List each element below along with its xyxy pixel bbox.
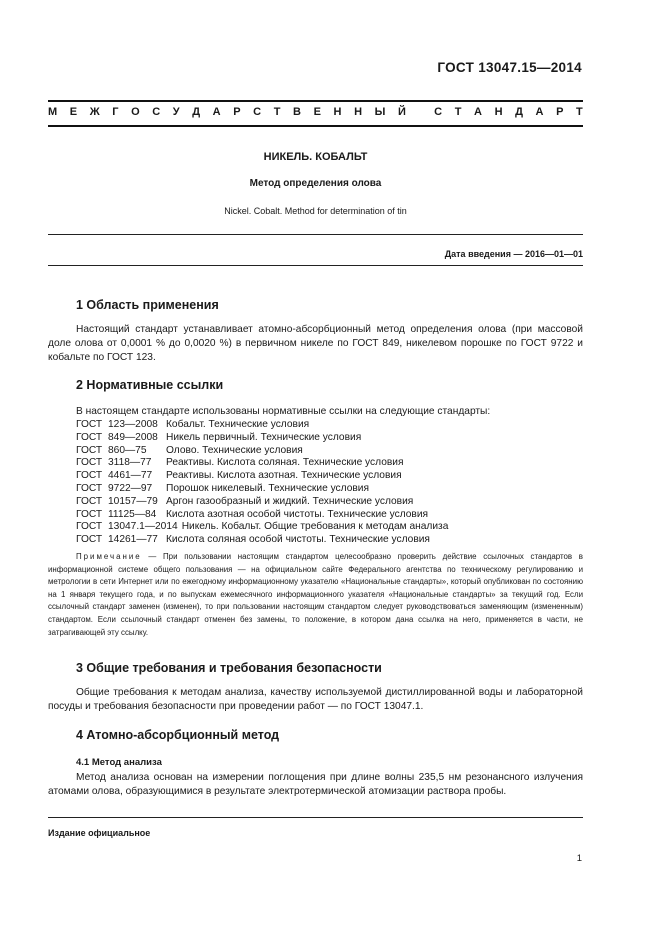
banner-letter: Т xyxy=(273,106,281,118)
banner-letter: Д xyxy=(515,106,523,118)
banner-letter: А xyxy=(474,106,482,118)
reference-number: 11125—84 xyxy=(108,508,157,520)
reference-prefix: ГОСТ xyxy=(76,444,103,456)
section-4-heading: 4 Атомно-абсорбционный метод xyxy=(76,728,280,742)
banner-letter: С xyxy=(152,106,161,118)
english-title: Nickel. Cobalt. Method for determination of tin xyxy=(224,206,407,216)
section-2-intro: В настоящем стандарте использованы нормативные ссылки на следующие стандарты: xyxy=(76,406,491,417)
banner-letter: Ы xyxy=(374,106,386,118)
reference-title: Порошок никелевый. Технические условия xyxy=(166,482,369,494)
gost-number: ГОСТ 13047.15—2014 xyxy=(437,60,582,75)
reference-prefix: ГОСТ xyxy=(76,508,103,520)
reference-number: 123—2008 xyxy=(108,419,158,430)
date-rule xyxy=(48,265,583,266)
reference-item xyxy=(76,509,448,522)
reference-prefix: ГОСТ xyxy=(76,419,103,430)
reference-number: 849—2008 xyxy=(108,431,158,443)
banner-letter: Г xyxy=(112,106,119,118)
reference-prefix: ГОСТ xyxy=(76,470,103,482)
reference-item xyxy=(76,457,448,470)
subsection-4-1-paragraph: Метод анализа основан на измерении поглощения при длине волны 235,5 нм резонансного излучения атомами олова, образующимися в результате электротермической атомизации раствора пробы. xyxy=(48,772,583,797)
document-subtitle: Метод определения олова xyxy=(249,178,382,189)
banner-letter: А xyxy=(535,106,544,118)
reference-title: Олово. Технические условия xyxy=(166,444,303,456)
note-text: — При пользовании настоящим стандартом целесообразно проверить действие ссылочных стандартов в информационной системе общего пользования — на официальном сайте Федерального агентства по техническому регулированию и метрологии в сети Интернет или по ежегодному информационному указателю «Национальные стандарты», который опубликован по состоянию на 1 января текущего года, и по выпускам ежемесячного информационного указателя «Национальные стандарты» за текущий год. Если ссылочный стандарт заменен (изменен), то при пользовании настоящим стандартом следует руководствоваться заменяющим (измененным) стандартом. Если ссылочный стандарт отменен без замены, то положение, в котором дана ссылка на него, применяется в части, не затрагивающей эту ссылку. xyxy=(48,552,583,637)
banner-letter: Р xyxy=(556,106,564,118)
interstate-standard-banner xyxy=(48,106,583,118)
banner-letter xyxy=(418,106,421,118)
reference-prefix: ГОСТ xyxy=(76,482,103,494)
official-edition-label: Издание официальное xyxy=(48,828,151,838)
reference-title: Реактивы. Кислота азотная. Технические условия xyxy=(166,470,402,482)
banner-letter: Ж xyxy=(89,106,100,118)
reference-item xyxy=(76,534,448,547)
banner-letter: С xyxy=(434,106,443,118)
reference-number: 3118—77 xyxy=(108,457,152,469)
top-rule xyxy=(48,100,583,102)
reference-prefix: ГОСТ xyxy=(76,495,103,507)
reference-title: Кислота соляная особой чистоты. Технические условия xyxy=(166,534,430,546)
banner-letter: Н xyxy=(494,106,503,118)
banner-letter: Т xyxy=(576,106,583,118)
banner-rule xyxy=(48,125,583,127)
reference-item xyxy=(76,419,448,432)
reference-item xyxy=(76,445,448,458)
banner-letter: Р xyxy=(233,106,241,118)
reference-number: 860—75 xyxy=(108,444,147,456)
reference-item xyxy=(76,470,448,483)
section-1-heading: 1 Область применения xyxy=(76,298,219,312)
subsection-4-1-heading: 4.1 Метод анализа xyxy=(76,757,162,768)
banner-letter: М xyxy=(48,106,58,118)
reference-title: Кобальт. Технические условия xyxy=(166,419,310,430)
banner-letter: В xyxy=(293,106,301,118)
references-note xyxy=(48,551,583,639)
banner-letter: С xyxy=(253,106,262,118)
reference-title: Никель первичный. Технические условия xyxy=(166,431,362,443)
section-3-paragraph: Общие требования к методам анализа, качеству используемой дистиллированной воды и лабораторной посуды и требования безопасности при проведении работ — по ГОСТ 13047.1. xyxy=(48,687,583,712)
reference-prefix: ГОСТ xyxy=(76,457,103,469)
reference-item xyxy=(76,496,448,509)
reference-item xyxy=(76,521,448,534)
page-number: 1 xyxy=(576,853,582,864)
banner-letter: Е xyxy=(313,106,321,118)
reference-title: Аргон газообразный и жидкий. Технические условия xyxy=(166,495,414,507)
reference-number: 14261—77 xyxy=(108,534,158,546)
banner-letter: Й xyxy=(397,106,406,118)
reference-title: Никель. Кобальт. Общие требования к методам анализа xyxy=(181,521,449,533)
reference-number: 13047.1—2014 xyxy=(108,521,178,533)
banner-letter: Е xyxy=(69,106,78,118)
reference-number: 10157—79 xyxy=(108,495,158,507)
title-rule xyxy=(48,234,583,235)
introduction-date: Дата введения — 2016—01—01 xyxy=(444,249,583,259)
reference-title: Реактивы. Кислота соляная. Технические условия xyxy=(166,457,404,469)
banner-letter: Н xyxy=(354,106,363,118)
normative-references-list xyxy=(76,419,448,547)
reference-item xyxy=(76,483,448,496)
banner-letter: О xyxy=(131,106,140,118)
banner-letter: Д xyxy=(192,106,201,118)
reference-title: Кислота азотная особой чистоты. Технические условия xyxy=(166,508,429,520)
banner-letter: Т xyxy=(454,106,462,118)
note-label: Примечание xyxy=(76,552,142,561)
footer-rule xyxy=(48,817,583,818)
reference-prefix: ГОСТ xyxy=(76,431,103,443)
reference-number: 9722—97 xyxy=(108,482,153,494)
banner-letter: Н xyxy=(333,106,342,118)
reference-number: 4461—77 xyxy=(108,470,153,482)
reference-prefix: ГОСТ xyxy=(76,521,103,533)
banner-letter: А xyxy=(212,106,221,118)
banner-letter: У xyxy=(172,106,180,118)
section-1-paragraph: Настоящий стандарт устанавливает атомно-абсорбционный метод определения олова (при массовой доле олова от 0,0001 % до 0,0020 %) в первичном никеле по ГОСТ 849, никелевом порошке по ГОСТ 9722 и кобальте по ГОСТ 123. xyxy=(48,324,583,363)
reference-item xyxy=(76,432,448,445)
section-2-heading: 2 Нормативные ссылки xyxy=(76,378,224,392)
reference-prefix: ГОСТ xyxy=(76,534,103,546)
document-title: НИКЕЛЬ. КОБАЛЬТ xyxy=(263,151,368,163)
section-3-heading: 3 Общие требования и требования безопасности xyxy=(76,661,382,675)
